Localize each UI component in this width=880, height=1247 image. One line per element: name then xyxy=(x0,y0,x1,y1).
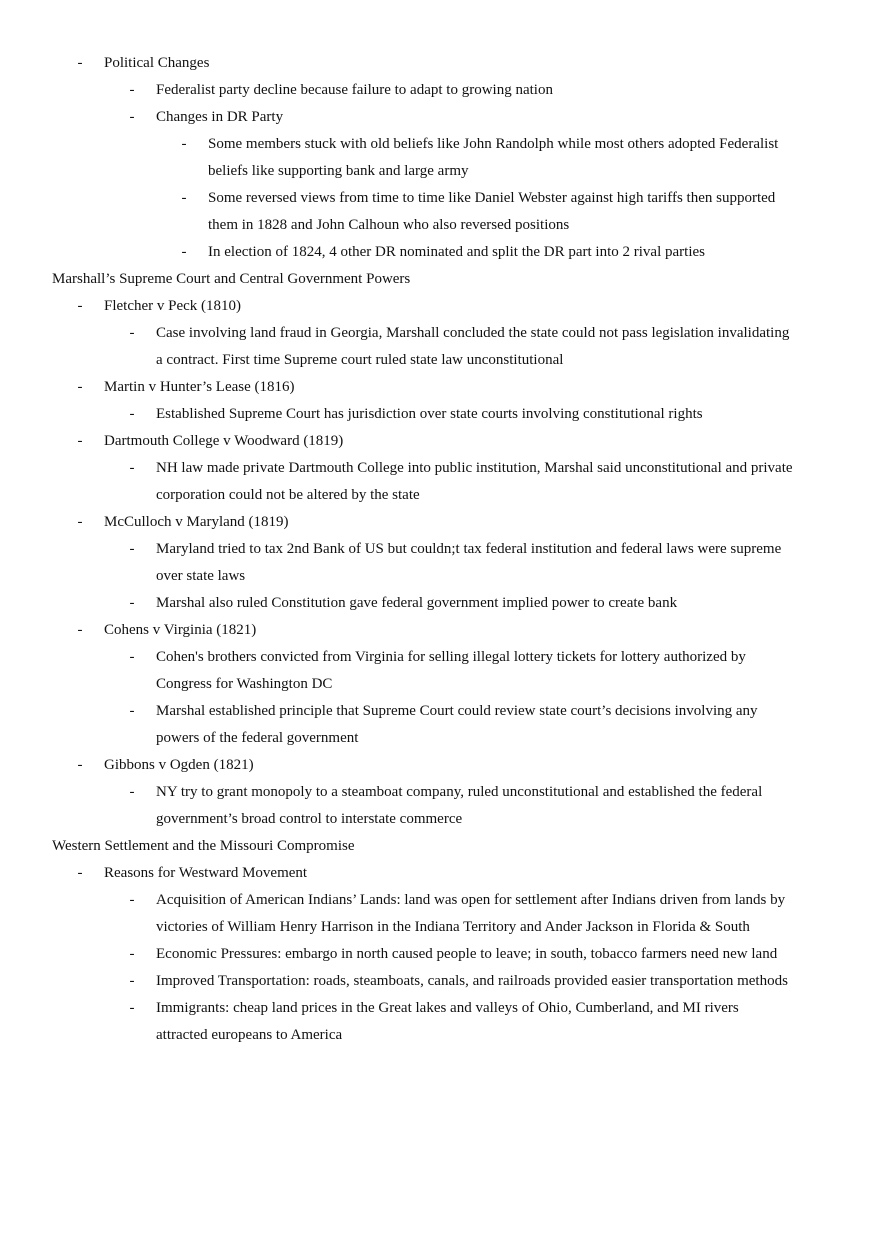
list-item-text: corporation could not be altered by the state xyxy=(156,487,420,503)
list-item-text: over state laws xyxy=(156,568,246,584)
list-item-continuation xyxy=(0,806,880,833)
list-item-text: NH law made private Dartmouth College into public institution, Marshal said unconstitutional and private xyxy=(156,460,793,476)
list-item-text: them in 1828 and John Calhoun who also reversed positions xyxy=(208,217,570,233)
list-item-text: attracted europeans to America xyxy=(156,1027,343,1043)
list-item-text: Some members stuck with old beliefs like John Randolph while most others adopted Federalist xyxy=(208,136,779,152)
bullet-dash: - xyxy=(181,136,187,152)
list-item-text: Immigrants: cheap land prices in the Great lakes and valleys of Ohio, Cumberland, and MI rivers xyxy=(156,1000,739,1016)
list-item-level-2 xyxy=(0,968,880,995)
list-item-text: powers of the federal government xyxy=(156,730,359,746)
list-item-level-2 xyxy=(0,320,880,347)
bullet-dash: - xyxy=(77,298,83,314)
list-item-text: Martin v Hunter’s Lease (1816) xyxy=(104,379,295,395)
bullet-dash: - xyxy=(129,325,135,341)
list-item-text: Dartmouth College v Woodward (1819) xyxy=(104,433,344,449)
bullet-dash: - xyxy=(129,892,135,908)
list-item-level-3 xyxy=(0,185,880,212)
list-item-level-2 xyxy=(0,590,880,617)
section-heading: Western Settlement and the Missouri Compromise xyxy=(52,838,355,854)
list-item-text: Established Supreme Court has jurisdiction over state courts involving constitutional rights xyxy=(156,406,703,422)
list-item-text: NY try to grant monopoly to a steamboat company, ruled unconstitutional and established the federal xyxy=(156,784,763,800)
list-item-level-2 xyxy=(0,698,880,725)
bullet-dash: - xyxy=(129,595,135,611)
list-item-text: Cohen's brothers convicted from Virginia for selling illegal lottery tickets for lottery authorized by xyxy=(156,649,746,665)
list-item-text: Political Changes xyxy=(104,55,210,71)
bullet-dash: - xyxy=(181,190,187,206)
list-item-continuation xyxy=(0,671,880,698)
bullet-dash: - xyxy=(77,379,83,395)
bullet-dash: - xyxy=(181,244,187,260)
list-item-text: victories of William Henry Harrison in the Indiana Territory and Ander Jackson in Florida & South xyxy=(156,919,750,935)
bullet-dash: - xyxy=(77,55,83,71)
bullet-dash: - xyxy=(129,109,135,125)
bullet-dash: - xyxy=(77,865,83,881)
list-item-level-2 xyxy=(0,644,880,671)
list-item-level-2 xyxy=(0,104,880,131)
list-item-text: a contract. First time Supreme court ruled state law unconstitutional xyxy=(156,352,564,368)
list-item-level-1 xyxy=(0,860,880,887)
list-item-text: Maryland tried to tax 2nd Bank of US but couldn;t tax federal institution and federal laws were supreme xyxy=(156,541,782,557)
list-item-continuation xyxy=(0,1022,880,1049)
bullet-dash: - xyxy=(77,757,83,773)
list-item-text: Marshal established principle that Supreme Court could review state court’s decisions involving any xyxy=(156,703,758,719)
list-item-continuation xyxy=(0,563,880,590)
list-item-level-2 xyxy=(0,995,880,1022)
list-item-level-3 xyxy=(0,131,880,158)
list-item-level-2 xyxy=(0,77,880,104)
bullet-dash: - xyxy=(129,703,135,719)
list-item-text: McCulloch v Maryland (1819) xyxy=(104,514,289,530)
list-item-continuation xyxy=(0,158,880,185)
bullet-dash: - xyxy=(129,649,135,665)
list-item-level-2 xyxy=(0,779,880,806)
list-item-text: government’s broad control to interstate commerce xyxy=(156,811,463,827)
list-item-level-2 xyxy=(0,401,880,428)
bullet-dash: - xyxy=(77,622,83,638)
document-body xyxy=(0,50,880,1049)
bullet-dash: - xyxy=(129,973,135,989)
list-item-continuation xyxy=(0,482,880,509)
list-item-level-1 xyxy=(0,293,880,320)
bullet-dash: - xyxy=(129,1000,135,1016)
list-item-level-1 xyxy=(0,617,880,644)
list-item-continuation xyxy=(0,914,880,941)
bullet-dash: - xyxy=(77,433,83,449)
list-item-level-2 xyxy=(0,536,880,563)
list-item-level-1 xyxy=(0,374,880,401)
bullet-dash: - xyxy=(77,514,83,530)
list-item-level-2 xyxy=(0,455,880,482)
bullet-dash: - xyxy=(129,541,135,557)
list-item-text: Some reversed views from time to time like Daniel Webster against high tariffs then supported xyxy=(208,190,776,206)
list-item-level-1 xyxy=(0,428,880,455)
list-item-level-1 xyxy=(0,509,880,536)
list-item-text: Marshal also ruled Constitution gave federal government implied power to create bank xyxy=(156,595,678,611)
list-item-text: Congress for Washington DC xyxy=(156,676,333,692)
list-item-continuation xyxy=(0,725,880,752)
list-item-level-2 xyxy=(0,941,880,968)
list-item-text: beliefs like supporting bank and large army xyxy=(208,163,469,179)
list-item-level-3 xyxy=(0,239,880,266)
list-item-text: Federalist party decline because failure to adapt to growing nation xyxy=(156,82,553,98)
section-heading: Marshall’s Supreme Court and Central Government Powers xyxy=(52,271,411,287)
list-item-text: In election of 1824, 4 other DR nominated and split the DR part into 2 rival parties xyxy=(208,244,705,260)
list-item-text: Acquisition of American Indians’ Lands: land was open for settlement after Indians driven from lands by xyxy=(156,892,786,908)
bullet-dash: - xyxy=(129,82,135,98)
list-item-text: Reasons for Westward Movement xyxy=(104,865,308,881)
list-item-text: Gibbons v Ogden (1821) xyxy=(104,757,254,773)
list-item-level-1 xyxy=(0,50,880,77)
list-item-text: Improved Transportation: roads, steamboats, canals, and railroads provided easier transportation methods xyxy=(156,973,788,989)
list-item-text: Fletcher v Peck (1810) xyxy=(104,298,242,314)
bullet-dash: - xyxy=(129,406,135,422)
list-item-text: Changes in DR Party xyxy=(156,109,284,125)
list-item-continuation xyxy=(0,212,880,239)
bullet-dash: - xyxy=(129,460,135,476)
bullet-dash: - xyxy=(129,946,135,962)
list-item-text: Case involving land fraud in Georgia, Marshall concluded the state could not pass legislation invalidating xyxy=(156,325,790,341)
list-item-continuation xyxy=(0,347,880,374)
list-item-text: Economic Pressures: embargo in north caused people to leave; in south, tobacco farmers need new land xyxy=(156,946,778,962)
list-item-level-2 xyxy=(0,887,880,914)
list-item-text: Cohens v Virginia (1821) xyxy=(104,622,257,638)
bullet-dash: - xyxy=(129,784,135,800)
list-item-level-1 xyxy=(0,752,880,779)
